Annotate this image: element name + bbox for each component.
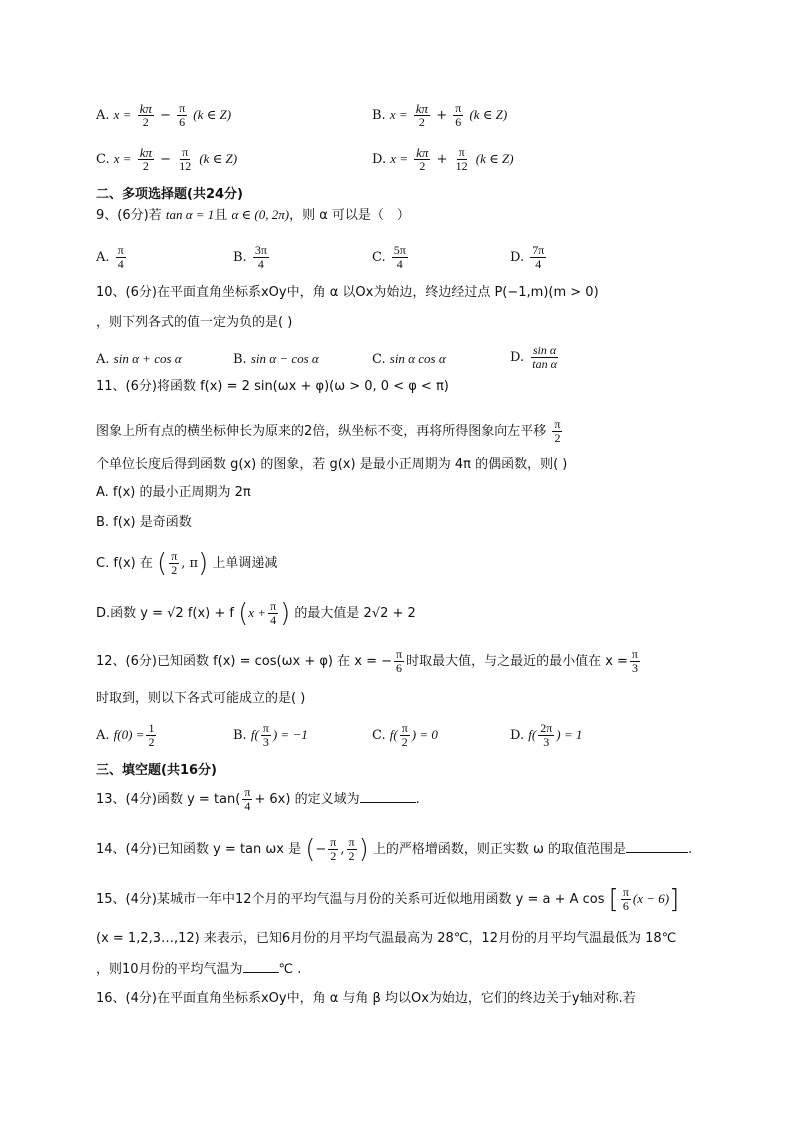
section-title-fill-in: 三、填空题(共16分) [96,763,217,778]
q10-option-d: D. $\frac{\text{sin α}}{\text{tan α}}$ [510,343,557,371]
question-15-line-1: 15、(4分)某城市一年中12个月的平均气温与月份的关系可近似地用函数 y = a + A cos [ $\frac{\pi}{6}$ (x − 6)] [96,884,680,915]
fraction: $\frac{5\pi}{4}$ [393,243,406,271]
fraction: $\frac{\pi}{4}$ [244,785,251,813]
fraction: $\frac{k\pi}{2}$ [139,101,152,129]
q11-option-d: D.函数 y = √2 f(x) + f (x + $\frac{\pi}{4}$ ) 的最大值是 2√2 + 2 [96,598,416,629]
fraction: $\frac{\pi}{2}$ [348,835,355,863]
q10-option-a: A. sin α + cos α [96,351,182,367]
fraction: $\frac{3\pi}{4}$ [254,243,267,271]
question-15-line-3: ，则10月份的平均气温为 ℃ . [96,958,684,981]
question-11-line-1: 11、(6分)将函数 f(x) = 2 sin(ωx + φ)(ω > 0, 0 < φ < π) [96,379,449,394]
question-12-line-2: 时取到，则以下各式可能成立的是( ) [96,691,306,706]
question-11-line-2: 图象上所有点的横坐标伸长为原来的2倍，纵坐标不变，再将所得图象向左平移 $\frac{\pi}{2}$ [96,417,561,445]
question-10-line-1: 10、(6分)在平面直角坐标系xOy中，角 α 以Ox为始边，终边经过点 P(−1,m)(m > 0) [96,285,599,300]
fraction: $\frac{\pi}{12}$ [179,145,192,173]
fraction: $\frac{\pi}{12}$ [455,145,468,173]
fraction: $\frac{2\pi}{3}$ [540,721,553,749]
q11-option-b: B. f(x) 是奇函数 [96,515,192,530]
question-11-line-3: 个单位长度后得到函数 g(x) 的图象，若 g(x) 是最小正周期为 4π 的偶函数，则( ) [96,457,568,472]
question-10-line-2: ，则下列各式的值一定为负的是( ) [96,315,293,330]
fraction: $\frac{\pi}{2}$ [401,721,408,749]
q12-option-d: D. f( $\frac{2\pi}{3}$ ) = 1 [510,721,583,749]
fraction: $\frac{k\pi}{2}$ [416,145,429,173]
q8-option-c: C. x = $\frac{k\pi}{2}$ − $\frac{\pi}{12}$ (k ∈ Z) [96,145,238,173]
question-15-line-2: (x = 1,2,3…,12) 来表示，已知6月份的月平均气温最高为 28℃，12月份的月平均气温最低为 18℃ [96,931,677,946]
question-12-line-1: 12、(6分)已知函数 f(x) = cos(ωx + φ) 在 x = − $\frac{\pi}{6}$ 时取最大值，与之最近的最小值在 x = $\frac{\pi}{3}$ [96,647,638,675]
q10-option-b: B. sin α − cos α [233,351,319,367]
question-14: 14、(4分)已知函数 y = tan ωx 是 (− $\frac{\pi}{2}$ , $\frac{\pi}{2}$ ) 上的严格增函数，则正实数 ω 的取值范围是 . [96,834,693,865]
question-9: 9、(6分)若 tan α = 1且 α ∈ (0, 2π)，则 α 可以是（ ） [96,207,410,223]
fraction: $\frac{\pi}{6}$ [396,647,403,675]
q9-option-d: D. $\frac{7\pi}{4}$ [510,243,545,271]
q9-option-c: C. $\frac{5\pi}{4}$ [372,243,406,271]
fraction: $\frac{\pi}{2}$ [171,549,178,577]
fraction: $\frac{\pi}{3}$ [631,647,638,675]
section-title-multiple-choice: 二、多项选择题(共24分) [96,187,243,202]
q8-option-a: A. x = $\frac{k\pi}{2}$ − $\frac{\pi}{6}$ (k ∈ Z) [96,101,232,129]
q9-option-b: B. $\frac{3\pi}{4}$ [233,243,267,271]
q12-option-a: A. f(0) = $\frac{1}{2}$ [96,721,155,749]
q12-option-c: C. f( $\frac{\pi}{2}$ ) = 0 [372,721,438,749]
fraction: $\frac{\pi}{2}$ [330,835,337,863]
answer-blank[interactable] [626,838,688,853]
fraction: $\frac{\pi}{4}$ [117,243,124,271]
fraction: $\frac{\text{sin α}}{\text{tan α}}$ [532,343,557,371]
q8-option-d: D. x = $\frac{k\pi}{2}$ + $\frac{\pi}{12}$ (k ∈ Z) [372,145,514,173]
question-13: 13、(4分)函数 y = tan( $\frac{\pi}{4}$ + 6x) 的定义域为 . [96,785,420,813]
fraction: $\frac{\pi}{6}$ [455,101,462,129]
fraction: $\frac{\pi}{2}$ [554,417,561,445]
q9-option-a: A. $\frac{\pi}{4}$ [96,243,124,271]
fraction: $\frac{\pi}{3}$ [262,721,269,749]
q11-option-a: A. f(x) 的最小正周期为 2π [96,485,251,500]
answer-blank[interactable] [360,788,416,803]
fraction: $\frac{\pi}{6}$ [622,885,629,913]
q8-option-b: B. x = $\frac{k\pi}{2}$ + $\frac{\pi}{6}$ (k ∈ Z) [372,101,508,129]
fraction: $\frac{\pi}{4}$ [270,599,277,627]
fraction: $\frac{k\pi}{2}$ [415,101,429,129]
q10-option-c: C. sin α cos α [372,351,446,367]
fraction: $\frac{\pi}{6}$ [179,101,186,129]
question-16-line-1: 16、(4分)在平面直角坐标系xOy中，角 α 与角 β 均以Ox为始边，它们的终边关于y轴对称.若 [96,991,636,1006]
q11-option-c: C. f(x) 在 ( $\frac{\pi}{2}$ , π) 上单调递减 [96,548,278,579]
answer-blank[interactable] [243,958,279,973]
fraction: $\frac{1}{2}$ [148,721,155,749]
q12-option-b: B. f( $\frac{\pi}{3}$ ) = −1 [233,721,308,749]
fraction: $\frac{k\pi}{2}$ [139,145,152,173]
fraction: $\frac{7\pi}{4}$ [532,243,545,271]
